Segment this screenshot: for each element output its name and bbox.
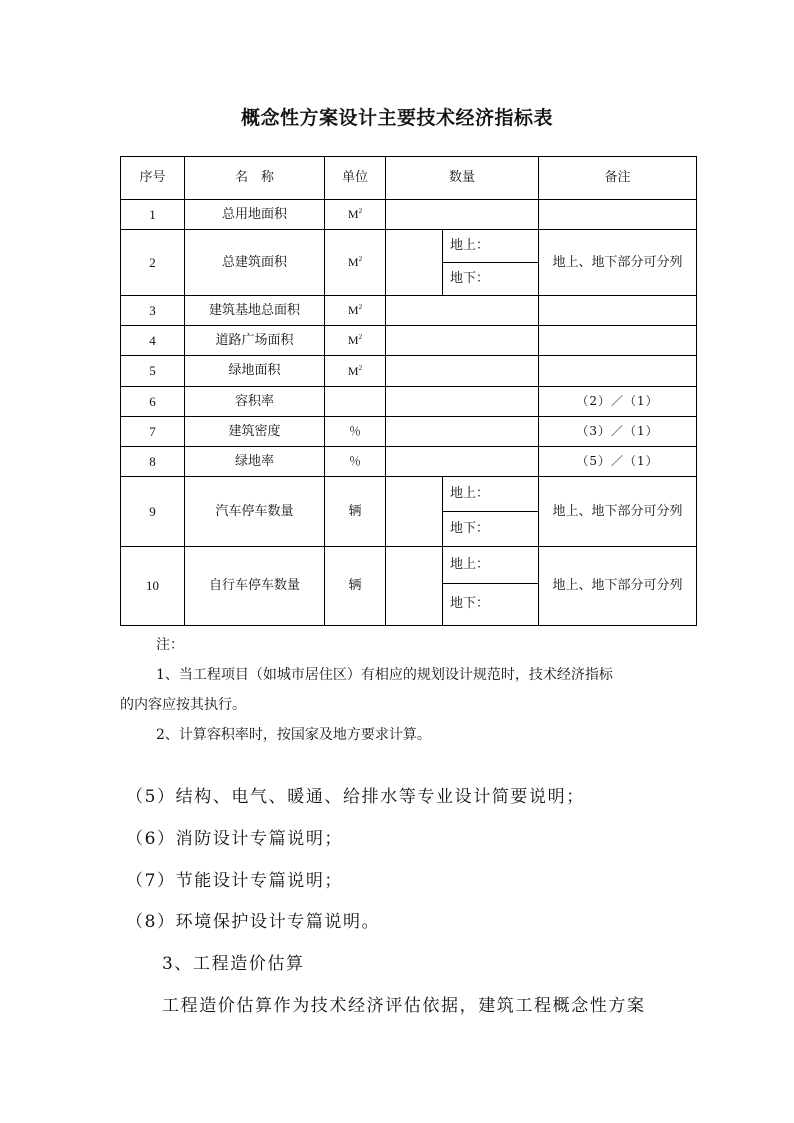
below-ground-label: 地下：	[450, 270, 490, 286]
row-quantity	[386, 356, 539, 387]
row-quantity	[386, 230, 443, 296]
row-name: 道路广场面积	[185, 326, 325, 356]
row-name: 建筑基地总面积	[185, 296, 325, 326]
row-name: 绿地率	[185, 447, 325, 477]
table-row	[121, 447, 697, 477]
table-row	[121, 200, 697, 230]
page-title: 概念性方案设计主要技术经济指标表	[240, 107, 553, 129]
row-no: 5	[121, 356, 185, 387]
row-remark	[539, 356, 697, 387]
table-row	[121, 326, 697, 356]
row-quantity-split	[443, 477, 539, 547]
table-notes	[120, 630, 700, 750]
row-remark: （5）／（1）	[539, 447, 697, 477]
table-header-row	[121, 157, 697, 200]
below-ground-label: 地下：	[450, 520, 490, 536]
row-no: 8	[121, 447, 185, 477]
row-quantity	[386, 326, 539, 356]
row-no: 7	[121, 417, 185, 447]
row-no: 1	[121, 200, 185, 230]
tech-economic-index-table	[120, 156, 697, 626]
below-ground-label: 地下：	[450, 596, 490, 612]
row-quantity	[386, 387, 539, 417]
body-item-8: （8）环境保护设计专篇说明。	[126, 912, 381, 932]
header-quantity: 数量	[386, 157, 539, 200]
row-no: 10	[121, 547, 185, 626]
row-remark: 地上、地下部分可分列	[539, 230, 697, 296]
row-remark: 地上、地下部分可分列	[539, 477, 697, 547]
row-remark: （2）／（1）	[539, 387, 697, 417]
header-name: 名 称	[185, 157, 325, 200]
row-no: 2	[121, 230, 185, 296]
row-unit: ％	[325, 447, 386, 477]
row-name: 汽车停车数量	[185, 477, 325, 547]
row-quantity	[386, 447, 539, 477]
table-row	[121, 296, 697, 326]
table-row	[121, 230, 697, 296]
row-unit: ％	[325, 417, 386, 447]
row-no: 6	[121, 387, 185, 417]
row-remark: （3）／（1）	[539, 417, 697, 447]
above-ground-label: 地上：	[443, 230, 538, 263]
note-item-1: 1、当工程项目（如城市居住区）有相应的规划设计规范时，技术经济指标	[156, 667, 613, 683]
note-item-2: 2、计算容积率时，按国家及地方要求计算。	[156, 727, 431, 743]
row-name: 总建筑面积	[185, 230, 325, 296]
notes-label: 注：	[156, 637, 184, 653]
body-item-6: （6）消防设计专篇说明；	[126, 829, 344, 849]
above-ground-label: 地上：	[443, 477, 538, 512]
row-unit: $M^2$	[325, 230, 386, 296]
row-unit: $M^2$	[325, 326, 386, 356]
row-no: 3	[121, 296, 185, 326]
header-no: 序号	[121, 157, 185, 200]
table-row	[121, 356, 697, 387]
body-item-5: （5）结构、电气、暖通、给排水等专业设计简要说明；	[126, 787, 585, 807]
row-remark	[539, 296, 697, 326]
row-unit: $M^2$	[325, 200, 386, 230]
table-row	[121, 417, 697, 447]
row-remark	[539, 200, 697, 230]
row-quantity-split	[443, 230, 539, 296]
row-name: 绿地面积	[185, 356, 325, 387]
above-ground-label: 地上：	[443, 547, 538, 584]
body-item-7: （7）节能设计专篇说明；	[126, 871, 344, 891]
row-no: 9	[121, 477, 185, 547]
row-quantity	[386, 477, 443, 547]
row-name: 自行车停车数量	[185, 547, 325, 626]
row-quantity	[386, 200, 539, 230]
section-heading-3: 3、工程造价估算	[162, 954, 305, 974]
header-remark: 备注	[539, 157, 697, 200]
table-row	[121, 477, 697, 547]
row-unit: 辆	[325, 477, 386, 547]
row-quantity	[386, 417, 539, 447]
row-remark	[539, 326, 697, 356]
row-name: 建筑密度	[185, 417, 325, 447]
row-quantity	[386, 547, 443, 626]
row-unit	[325, 387, 386, 417]
row-unit: $M^2$	[325, 356, 386, 387]
table-row	[121, 387, 697, 417]
row-name: 容积率	[185, 387, 325, 417]
table-row	[121, 547, 697, 626]
row-remark: 地上、地下部分可分列	[539, 547, 697, 626]
row-unit: 辆	[325, 547, 386, 626]
note-item-1-cont: 的内容应按其执行。	[120, 697, 246, 713]
row-no: 4	[121, 326, 185, 356]
row-unit: $M^2$	[325, 296, 386, 326]
body-paragraph: 工程造价估算作为技术经济评估依据，建筑工程概念性方案	[162, 996, 646, 1016]
row-name: 总用地面积	[185, 200, 325, 230]
header-unit: 单位	[325, 157, 386, 200]
row-quantity-split	[443, 547, 539, 626]
row-quantity	[386, 296, 539, 326]
